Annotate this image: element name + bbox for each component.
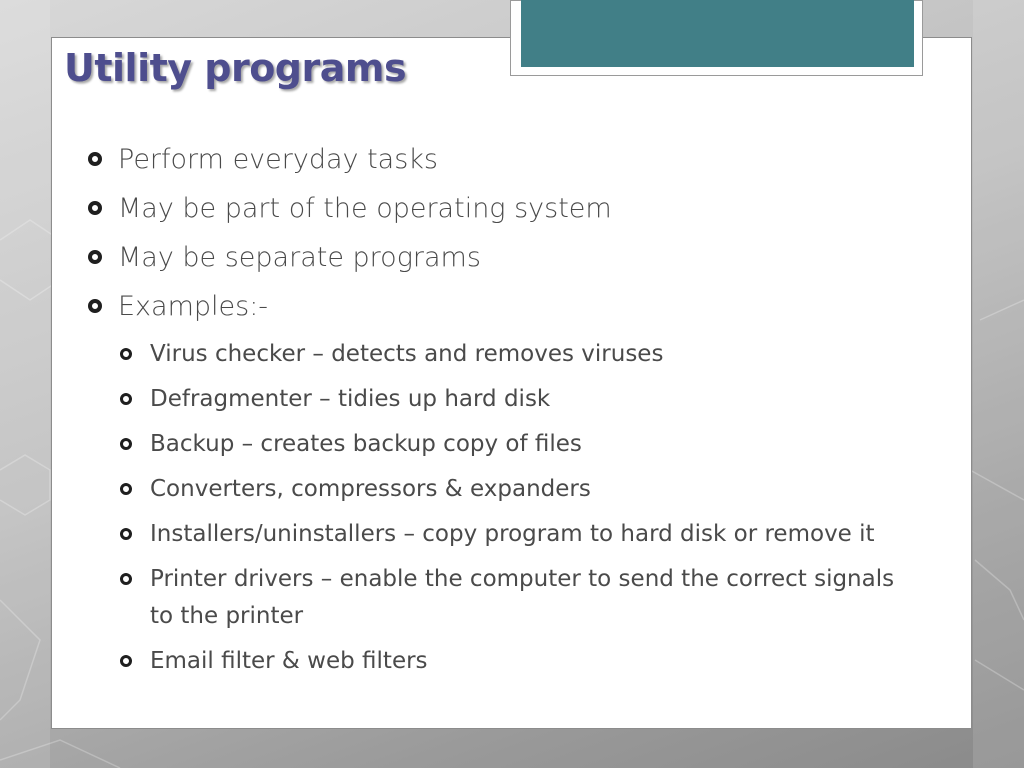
bullet-list (88, 140, 908, 688)
ring-bullet-icon (88, 152, 102, 166)
bullet-text: Installers/uninstallers – copy program to hard disk or remove it (150, 521, 875, 547)
bullet-text: Virus checker – detects and removes viruses (150, 341, 664, 367)
sub-bullet-item (120, 643, 908, 680)
sub-bullet-item (120, 381, 908, 418)
ring-bullet-icon (120, 573, 132, 585)
ring-bullet-icon (120, 528, 132, 540)
sub-bullet-item (120, 471, 908, 508)
ring-bullet-icon (88, 201, 102, 215)
bullet-item (88, 189, 908, 229)
bullet-text: Email filter & web filters (150, 648, 428, 674)
ring-bullet-icon (120, 348, 132, 360)
bullet-text: Printer drivers – enable the computer to send the correct signals to the printer (150, 566, 895, 629)
bullet-text: Defragmenter – tidies up hard disk (150, 386, 551, 412)
bullet-text: Backup – creates backup copy of files (150, 431, 582, 457)
ring-bullet-icon (88, 250, 102, 264)
bullet-item (88, 238, 908, 278)
sub-bullet-item (120, 336, 908, 373)
slide-title: Utility programs (64, 46, 407, 90)
bullet-item (88, 287, 908, 327)
ring-bullet-icon (120, 655, 132, 667)
ring-bullet-icon (120, 393, 132, 405)
bullet-text: May be part of the operating system (118, 193, 612, 224)
sub-bullet-item (120, 516, 908, 553)
bullet-text: May be separate programs (118, 242, 481, 273)
bullet-item (88, 140, 908, 180)
sub-bullet-item (120, 561, 908, 635)
accent-box (521, 0, 914, 67)
ring-bullet-icon (120, 483, 132, 495)
ring-bullet-icon (88, 299, 102, 313)
ring-bullet-icon (120, 438, 132, 450)
bullet-text: Converters, compressors & expanders (150, 476, 591, 502)
sub-bullet-item (120, 426, 908, 463)
bullet-text: Examples:- (118, 291, 269, 322)
bullet-text: Perform everyday tasks (118, 144, 438, 175)
